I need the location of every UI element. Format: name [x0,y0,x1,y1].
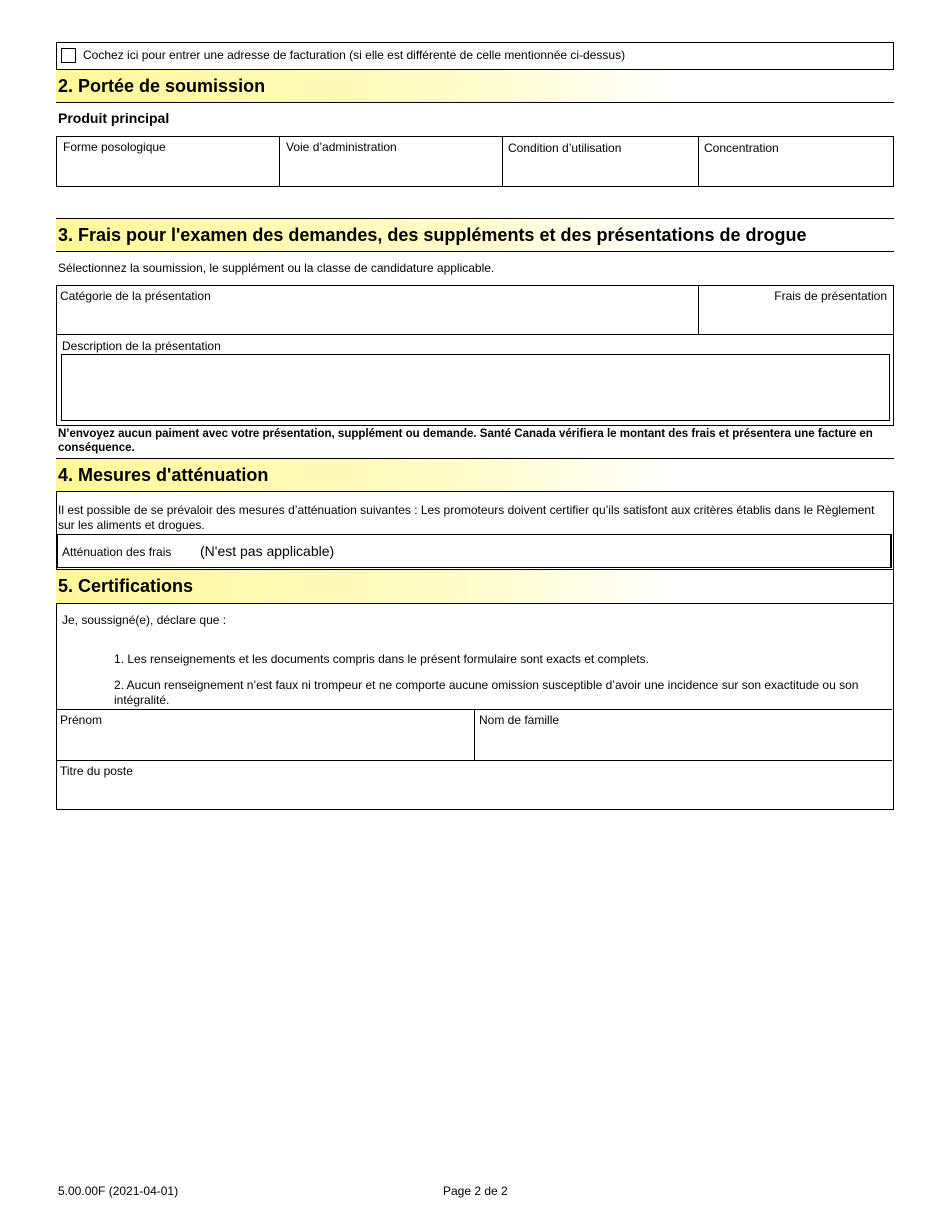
last-name-label: Nom de famille [479,713,560,727]
cert-item-2: 2. Aucun renseignement n’est faux ni trompeur et ne comporte aucune omission susceptible d’avoir une incidence sur son exactitude ou son intégralité. [114,678,859,707]
billing-row [56,42,894,70]
job-title-label: Titre du poste [60,764,133,778]
field-dosage-form[interactable] [57,137,280,186]
fee-label: Frais de présentation [774,289,887,303]
mitigation-intro: Il est possible de se prévaloir des mesures d’atténuation suivantes : Les promoteurs doivent certifier qu’ils satisfont aux critères établis dans le Règlement sur les aliments et drogues. [58,503,875,532]
declare-text: Je, soussigné(e), déclare que : [62,613,227,627]
field-condition-use[interactable] [503,137,699,186]
product-fields-table [56,136,894,187]
section-2-rule [56,102,894,103]
first-name-field[interactable] [57,709,475,760]
payment-notice: N’envoyez aucun paiment avec votre présentation, supplément ou demande. Santé Canada vérifiera le montant des frais et présentera une facture en conséquence. [58,428,873,454]
section-3-instruction: Sélectionnez la soumission, le supplément ou la classe de candidature applicable. [58,261,495,275]
mitigation-value: (N'est pas applicable) [200,543,335,559]
first-name-label: Prénom [60,713,103,727]
certification-box [56,603,894,810]
section-3-heading: 3. Frais pour l'examen des demandes, des suppléments et des présentations de drogue [56,219,894,251]
product-subtitle: Produit principal [58,110,170,126]
submission-fee-field[interactable] [699,286,893,335]
mitigation-box [56,491,894,570]
cert-item-1: 1. Les renseignements et les documents compris dans le présent formulaire sont exacts et complets. [114,652,649,666]
section-4-heading: 4. Mesures d'atténuation [56,459,894,491]
description-textarea[interactable] [61,354,890,421]
field-label: Voie d’administration [286,140,397,154]
description-label: Description de la présentation [62,339,221,353]
section-5-heading: 5. Certifications [56,570,894,603]
last-name-field[interactable] [475,709,892,760]
form-number: 5.00.00F (2021-04-01) [58,1184,179,1198]
field-concentration[interactable] [699,137,893,186]
job-title-field[interactable] [57,760,892,809]
page-number: Page 2 de 2 [443,1184,508,1198]
category-label: Catégorie de la présentation [60,289,211,303]
billing-checkbox-label: Cochez ici pour entrer une adresse de facturation (si elle est différente de celle mentionnée ci-dessus) [83,48,626,62]
field-route-admin[interactable] [280,137,503,186]
field-label: Condition d’utilisation [508,141,622,155]
mitigation-label: Atténuation des frais [62,545,172,559]
field-label: Concentration [704,141,779,155]
mitigation-field[interactable] [57,534,892,568]
billing-checkbox[interactable] [61,48,76,63]
submission-category-field[interactable] [57,286,699,335]
section-3-rule [56,251,894,252]
submission-table [56,285,894,426]
field-label: Forme posologique [63,140,166,154]
section-2-heading: 2. Portée de soumission [56,70,894,102]
